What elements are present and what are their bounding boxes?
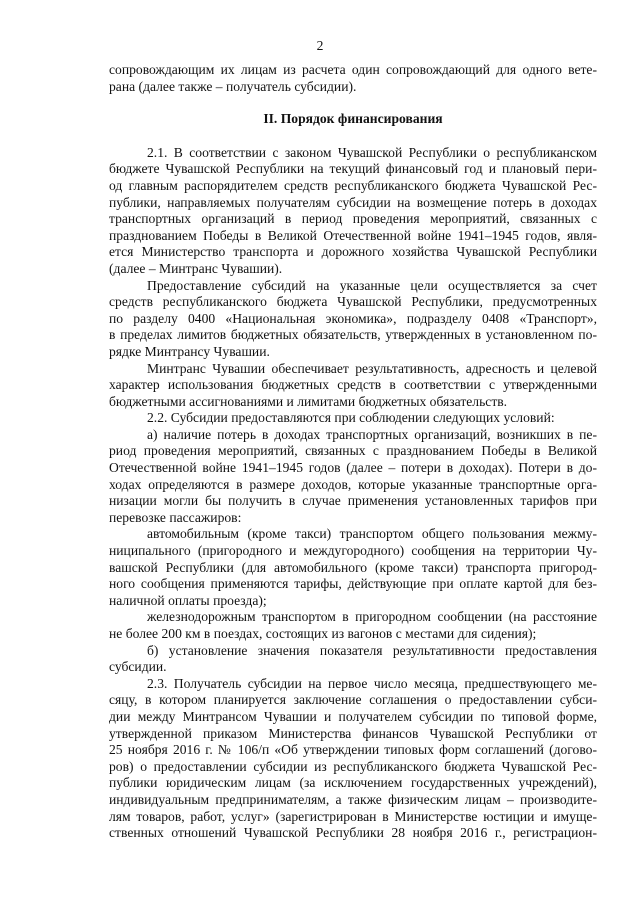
text-line: средств республиканского бюджета Чувашской Республики, предусмотренных [109, 294, 597, 310]
text-line: бюджете Чувашской Республики на текущий финансовый год и плановый пери- [109, 161, 597, 177]
page-number: 2 [316, 38, 324, 53]
text-line: риод проведения мероприятий, связанных с празднованием Победы в Великой [109, 443, 597, 459]
text-line: лям товаров, работ, услуг» (зарегистрирован в Министерстве юстиции и имуще- [109, 808, 597, 824]
text-line: ходах определяются в размере доходов, которые указанные транспортные орга- [109, 476, 597, 492]
text-line: (далее – Минтранс Чувашии). [109, 260, 283, 276]
text-line: характер использования бюджетных средств в соответствии с утвержденными [109, 377, 597, 393]
text-line: субсидии. [109, 659, 167, 675]
text-line: 25 ноября 2016 г. № 106/п «Об утверждении типовых форм соглашений (догово- [109, 742, 597, 758]
section-title: II. Порядок финансирования [263, 111, 443, 127]
text-line: сопровождающим их лицам из расчета один сопровождающий для одного вете- [109, 62, 597, 77]
text-line: рядке Минтрансу Чувашии. [109, 343, 270, 359]
text-line: вашской Республики (для автомобильного (кроме такси) транспорта пригород- [109, 559, 597, 575]
text-line: утвержденной приказом Министерства финансов Чувашской Республики от [109, 725, 597, 741]
text-line: ного сообщения применяются тарифы, действующие при оплате картой для без- [109, 576, 597, 592]
text-line: перевозке пассажиров: [109, 509, 242, 525]
text-line: автомобильным (кроме такси) транспортом общего пользования межму- [147, 526, 597, 542]
text-line: дии между Минтрансом Чувашии и получателем субсидии по типовой форме, [109, 708, 597, 724]
text-line: од главным распорядителем средств республиканского бюджета Чувашской Рес- [109, 177, 597, 193]
text-line: ниципального (пригородного и междугородного) сообщения на территории Чу- [109, 543, 597, 559]
text-line: ственных отношений Чувашской Республики 28 ноября 2016 г., регистрацион- [109, 825, 597, 841]
text-line: ров) о предоставлении субсидии из республиканского бюджета Чувашской Рес- [109, 758, 597, 774]
text-line: индивидуальным предпринимателям, а также физическим лицам – производите- [109, 791, 597, 807]
text-line: 2.3. Получатель субсидии на первое число месяца, предшествующего ме- [147, 675, 597, 691]
text-line: сяцу, в котором планируется заключение соглашения о предоставлении субси- [109, 692, 597, 708]
text-line: железнодорожным транспортом в пригородном сообщении (на расстояние [147, 609, 597, 625]
text-line: а) наличие потерь в доходах транспортных организаций, возникших в пе- [147, 426, 597, 442]
text-line: Предоставление субсидий на указанные цели осуществляется за счет [147, 277, 597, 293]
text-line: транспортных организаций в период проведения мероприятий, связанных с [109, 211, 597, 227]
text-line: 2.1. В соответствии с законом Чувашской Республики о республиканском [147, 144, 597, 160]
text-line: наличной оплаты проезда); [109, 592, 267, 608]
text-line: в пределах лимитов бюджетных обязательств, утвержденных в установленном по- [109, 327, 597, 343]
text-line: б) установление значения показателя результативности предоставления [147, 642, 597, 658]
text-line: ется Министерство транспорта и дорожного хозяйства Чувашской Республики [109, 244, 597, 260]
text-line: Минтранс Чувашии обеспечивает результативность, адресность и целевой [147, 360, 597, 376]
text-line: Отечественной войне 1941–1945 годов (далее – потери в доходах). Потери в до- [109, 460, 597, 476]
text-line: не более 200 км в поездах, состоящих из вагонов с местами для сидения); [109, 626, 537, 641]
text-line: низации могли бы получить в случае применения установленных тарифов при [109, 493, 597, 509]
text-line: публики юридическим лицам (за исключением государственных учреждений), [109, 775, 597, 791]
text-line: празднованием Победы в Великой Отечественной войне 1941–1945 годов, явля- [109, 227, 597, 243]
text-line: 2.2. Субсидии предоставляются при соблюдении следующих условий: [147, 410, 555, 426]
text-line: по разделу 0400 «Национальная экономика», подразделу 0408 «Транспорт», [109, 310, 597, 326]
document-body [109, 62, 597, 842]
text-line: бюджетными ассигнованиями и лимитами бюджетных обязательств. [109, 393, 508, 409]
text-line: публики, направляемых получателям субсидии на возмещение потерь в доходах [109, 194, 597, 210]
text-line: рана (далее также – получатель субсидии). [109, 78, 357, 94]
